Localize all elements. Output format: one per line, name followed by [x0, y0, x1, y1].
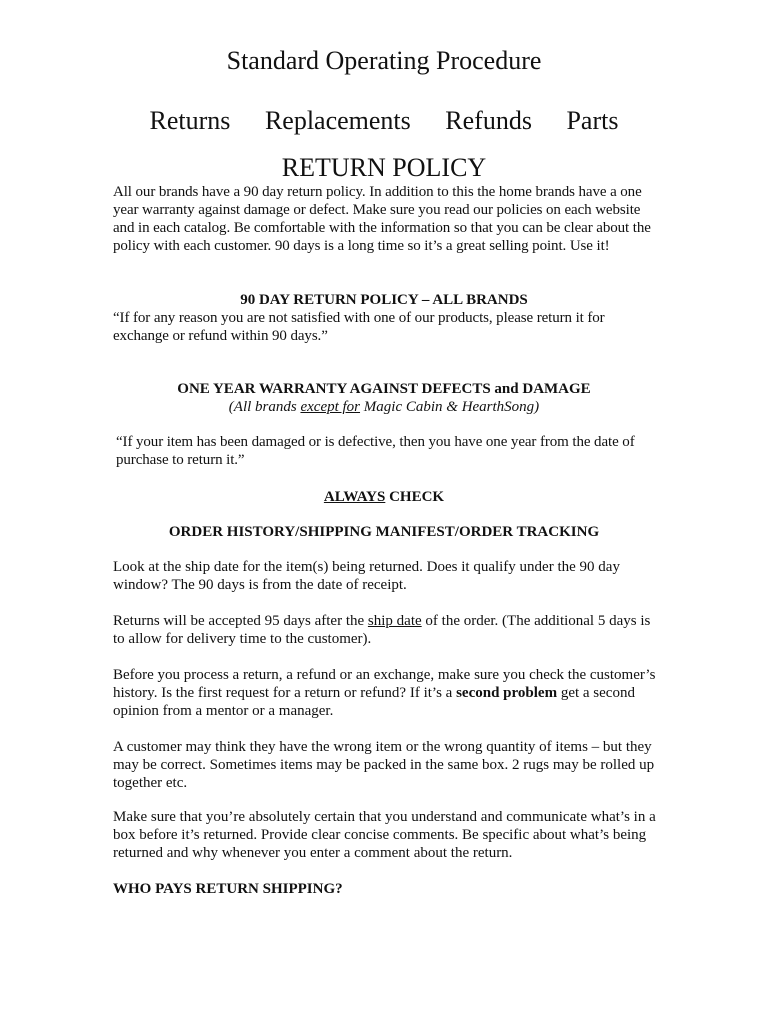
certain-paragraph: Make sure that you’re absolutely certain that you understand and communicate what’s in a box before it’s returned. Provide clear concise comments. Be specific about what’s being returned and why whenever you enter a comment about the return. — [113, 809, 656, 861]
always-rest: CHECK — [385, 489, 445, 505]
history-paragraph — [113, 666, 658, 720]
ship-date-underlined: ship date — [367, 613, 422, 629]
ninety-five-days-paragraph — [113, 612, 658, 648]
topic-list — [0, 104, 768, 138]
policy-heading: 90 DAY RETURN POLICY – ALL BRANDS — [240, 292, 528, 308]
warranty-note-underlined: except for — [300, 399, 361, 415]
warranty-note-suffix: Magic Cabin & HearthSong) — [360, 399, 540, 415]
history-prefix: Before you process a return, a refund or an exchange, make sure you check the customer’s history. Is the first request for a return or refund? If it’s a — [113, 667, 656, 701]
ninety-five-suffix: of the order. (The additional 5 days is to allow for delivery time to the customer). — [113, 613, 651, 647]
intro-paragraph: All our brands have a 90 day return policy. In addition to this the home brands have a one year warranty against damage or defect. Make sure you read our policies on each website and in each catalog. Be comfortable with the information so that you can be clear about the policy with each customer. 90 days is a long time so it’s a great selling point. Use it! — [113, 184, 651, 254]
topic-replacements: Replacements — [264, 106, 411, 135]
topic-returns: Returns — [149, 106, 231, 135]
who-pays-heading: WHO PAYS RETURN SHIPPING? — [113, 881, 343, 897]
always-check-heading — [0, 488, 768, 506]
policy-quote: “If for any reason you are not satisfied with one of our products, please return it for exchange or refund within 90 days.” — [113, 310, 605, 344]
ship-date-paragraph: Look at the ship date for the item(s) being returned. Does it qualify under the 90 day window? The 90 days is from the date of receipt. — [113, 559, 620, 593]
check-heading: ORDER HISTORY/SHIPPING MANIFEST/ORDER TRACKING — [168, 524, 600, 540]
warranty-note-prefix: (All brands — [228, 399, 301, 415]
warranty-quote: “If your item has been damaged or is defective, then you have one year from the date of purchase to return it.” — [116, 434, 635, 468]
topic-refunds: Refunds — [445, 106, 532, 135]
wrong-item-paragraph: A customer may think they have the wrong item or the wrong quantity of items – but they may be correct. Sometimes items may be packed in the same box. 2 rugs may be rolled up together etc. — [113, 739, 655, 791]
warranty-note — [0, 398, 768, 416]
ninety-five-prefix: Returns will be accepted 95 days after the — [113, 613, 368, 629]
always-underlined: ALWAYS — [323, 489, 386, 505]
section-heading: RETURN POLICY — [281, 153, 487, 182]
history-suffix: get a second opinion from a mentor or a manager. — [113, 685, 635, 719]
topic-parts: Parts — [566, 106, 619, 135]
document-title: Standard Operating Procedure — [226, 46, 542, 75]
second-problem-bold: second problem — [456, 685, 558, 701]
warranty-heading: ONE YEAR WARRANTY AGAINST DEFECTS and DAMAGE — [177, 381, 591, 397]
